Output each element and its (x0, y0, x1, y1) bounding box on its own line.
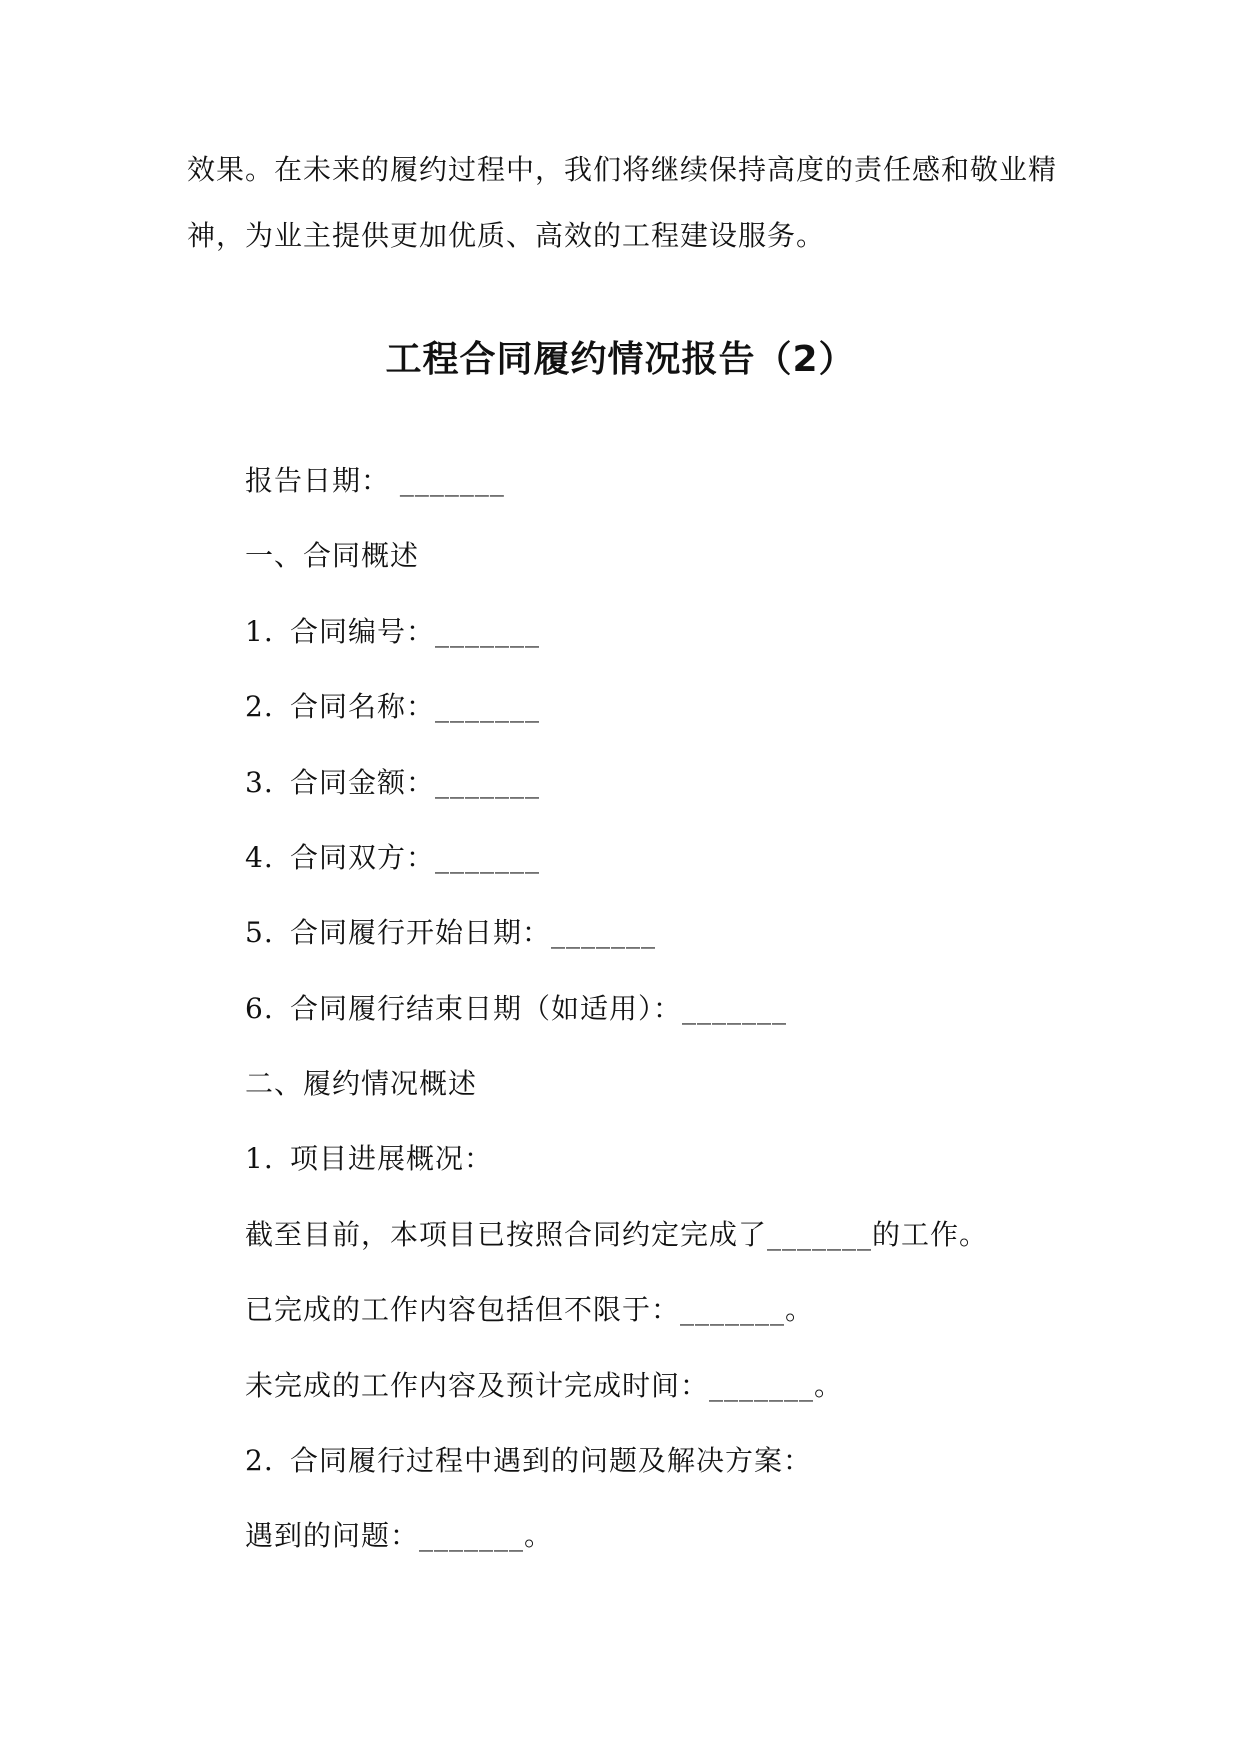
item-text: 合同履行开始日期：_______ (290, 916, 657, 949)
item-number: 1. (245, 1142, 274, 1175)
contract-number-field (245, 614, 540, 650)
item-text: 合同双方：_______ (290, 841, 541, 874)
item-number: 2. (245, 690, 274, 723)
item-text: 合同名称：_______ (290, 690, 541, 723)
uncompleted-work-paragraph: 未完成的工作内容及预计完成时间：_______。 (245, 1369, 844, 1402)
item-number: 3. (245, 766, 274, 799)
item-text: 合同金额：_______ (290, 766, 541, 799)
section-1-heading: 一、合同概述 (245, 539, 420, 572)
contract-amount-field (245, 765, 540, 801)
completed-work-paragraph: 已完成的工作内容包括但不限于：_______。 (245, 1293, 815, 1326)
item-text: 项目进展概况： (290, 1142, 494, 1175)
progress-paragraph: 截至目前，本项目已按照合同约定完成了_______的工作。 (245, 1218, 989, 1251)
contract-end-date-field (245, 991, 787, 1027)
item-text: 合同履行过程中遇到的问题及解决方案： (290, 1444, 813, 1477)
contract-parties-field (245, 840, 540, 876)
item-number: 2. (245, 1444, 274, 1477)
intro-line-2: 神，为业主提供更加优质、高效的工程建设服务。 (187, 219, 826, 252)
item-number: 6. (245, 992, 274, 1025)
subsection-progress (245, 1141, 493, 1177)
item-number: 1. (245, 615, 274, 648)
item-text: 合同履行结束日期（如适用）：_______ (290, 992, 788, 1025)
report-title: 工程合同履约情况报告（2） (385, 339, 856, 380)
item-text: 合同编号：_______ (290, 615, 541, 648)
item-number: 5. (245, 916, 274, 949)
subsection-issues (245, 1443, 812, 1479)
section-2-heading: 二、履约情况概述 (245, 1067, 478, 1100)
contract-start-date-field (245, 915, 656, 951)
item-number: 4. (245, 841, 274, 874)
report-date-field: 报告日期： _______ (245, 464, 505, 497)
intro-line-1: 效果。在未来的履约过程中，我们将继续保持高度的责任感和敬业精 (187, 153, 1058, 186)
issues-paragraph: 遇到的问题：_______。 (245, 1519, 554, 1552)
contract-name-field (245, 689, 540, 725)
